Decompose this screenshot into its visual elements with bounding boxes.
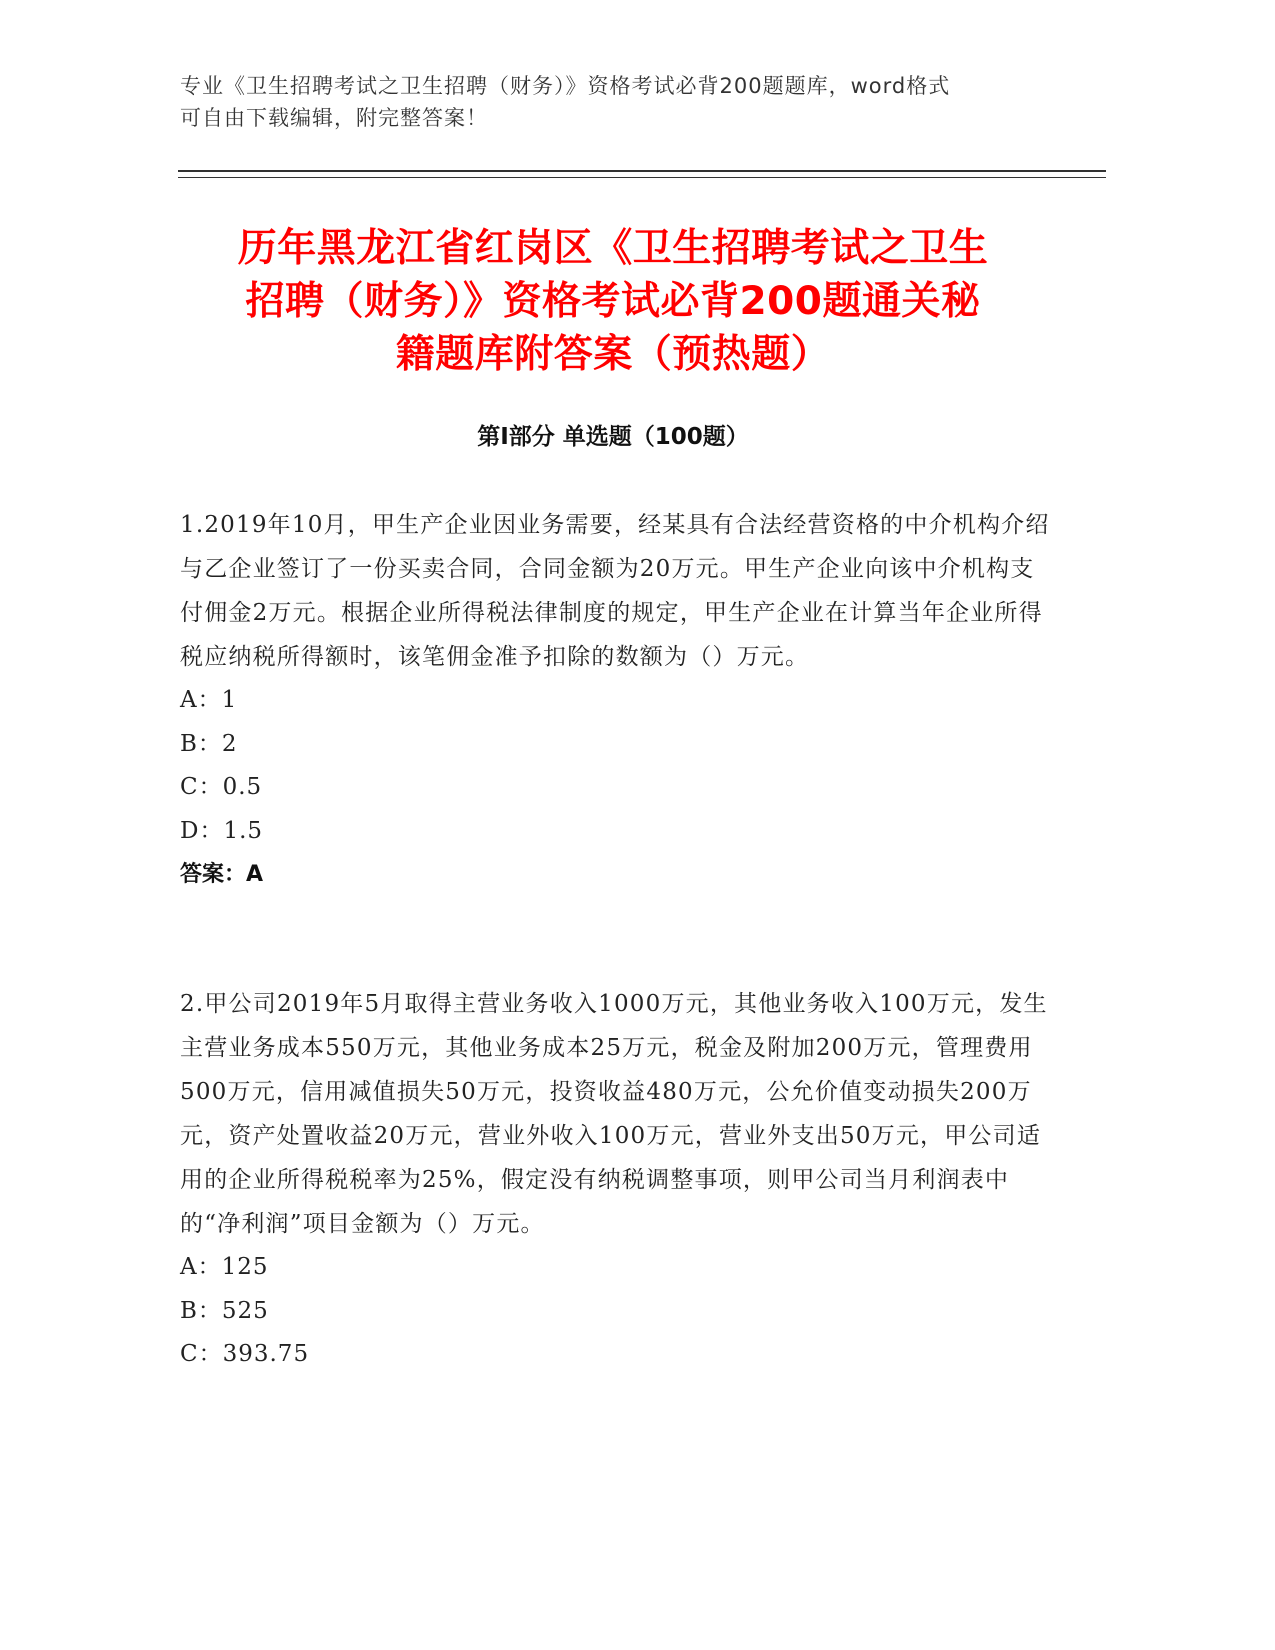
- option-c: C：393.75: [180, 1341, 310, 1367]
- option-c: C：0.5: [180, 774, 263, 800]
- option-b: B：525: [180, 1297, 269, 1324]
- title-line: 历年黑龙江省红岗区《卫生招聘考试之卫生: [237, 226, 989, 271]
- answer-label: 答案：A: [180, 862, 264, 887]
- section-heading: 第Ⅰ部分 单选题（100题）: [477, 424, 749, 450]
- option-a: A：1: [180, 687, 238, 713]
- option-b: B：2: [180, 730, 238, 757]
- question-1: [180, 503, 1050, 897]
- header-note: [180, 70, 1060, 134]
- header-divider-thin: [178, 177, 1106, 178]
- option-a: A：125: [180, 1254, 269, 1280]
- title-line: 籍题库附答案（预热题）: [395, 332, 831, 377]
- option-d: D：1.5: [180, 817, 264, 844]
- question-stem: 1.2019年10月，甲生产企业因业务需要，经某具有合法经营资格的中介机构介绍与乙企业签订了一份买卖合同，合同金额为20万元。甲生产企业向该中介机构支付佣金2万元。根据企业所得税法律制度的规定，甲生产企业在计算当年企业所得税应纳税所得额时，该笔佣金准予扣除的数额为（）万元。: [180, 512, 1050, 670]
- question-stem: 2.甲公司2019年5月取得主营业务收入1000万元，其他业务收入100万元，发生主营业务成本550万元，其他业务成本25万元，税金及附加200万元，管理费用500万元，信用减值损失50万元，投资收益480万元，公允价值变动损失200万元，资产处置收益20万元，营业外收入100万元，营业外支出50万元，甲公司适用的企业所得税税率为25%，假定没有纳税调整事项，则甲公司当月利润表中的“净利润”项目金额为（）万元。: [180, 991, 1048, 1237]
- header-divider-thick: [178, 170, 1106, 172]
- question-2: [180, 982, 1050, 1377]
- document-title: [180, 222, 1046, 381]
- title-line: 招聘（财务）》资格考试必背200题通关秘: [245, 279, 981, 324]
- header-note-line: 可自由下载编辑，附完整答案！: [180, 106, 488, 130]
- header-note-line: 专业《卫生招聘考试之卫生招聘（财务）》资格考试必背200题题库，word格式: [180, 74, 951, 98]
